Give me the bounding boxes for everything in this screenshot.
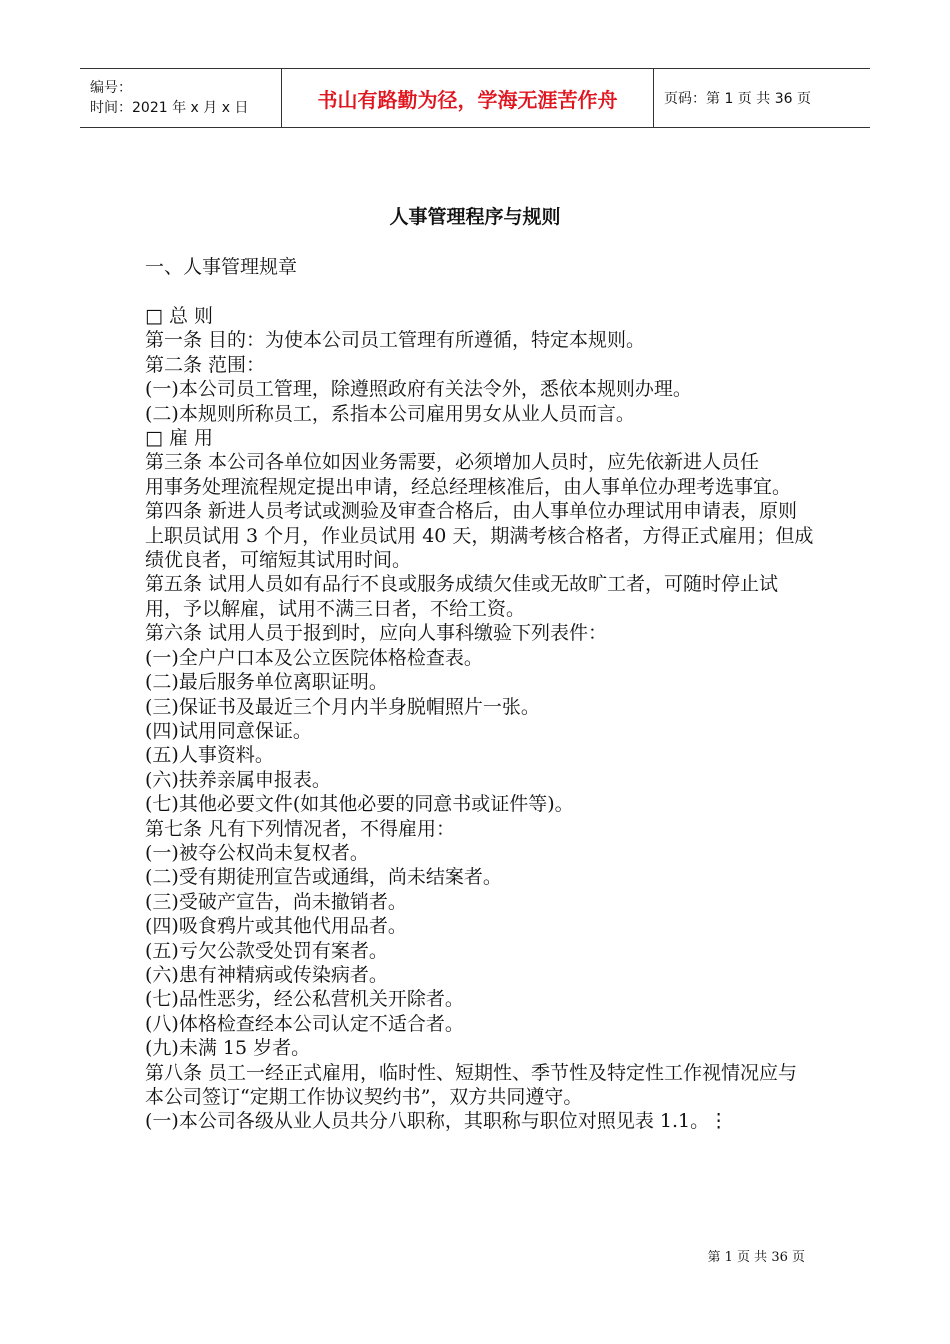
document-title: 人事管理程序与规则	[389, 206, 561, 228]
header-meta	[80, 69, 282, 127]
document-paragraph: (六)患有神精病或传染病者。	[145, 963, 388, 986]
document-paragraph: (一)本公司各级从业人员共分八职称，其职称与职位对照见表 1.1。⋮	[145, 1110, 729, 1133]
page-header	[80, 68, 870, 128]
document-paragraph: (七)其他必要文件(如其他必要的同意书或证件等)。	[145, 793, 574, 816]
document-paragraph: (五)人事资料。	[145, 744, 274, 767]
document-paragraph: (三)受破产宣告，尚未撤销者。	[145, 890, 407, 913]
document-paragraph: (一)本公司员工管理，除遵照政府有关法令外，悉依本规则办理。	[145, 378, 692, 401]
document-number-label: 编号：	[90, 80, 132, 96]
document-paragraph: (二)受有期徒刑宣告或通缉，尚未结案者。	[145, 866, 502, 889]
document-paragraph: 第六条 试用人员于报到时，应向人事科缴验下列表件：	[145, 622, 608, 645]
document-paragraph: 第四条 新进人员考试或测验及审查合格后，由人事单位办理试用申请表，原则上职员试用 3 个月，作业员试用 40 天，期满考核合格者，方得正式雇用；但成绩优良者，可缩短其试用时间。	[145, 500, 814, 572]
document-paragraph: (二)最后服务单位离职证明。	[145, 671, 388, 694]
document-body	[145, 304, 815, 1134]
document-paragraph: 第八条 员工一经正式雇用，临时性、短期性、季节性及特定性工作视情况应与本公司签订“定期工作协议契约书”，双方共同遵守。	[145, 1061, 798, 1108]
document-paragraph: 第七条 凡有下列情况者，不得雇用：	[145, 817, 456, 840]
document-date: 时间：2021 年 x 月 x 日	[90, 100, 249, 116]
document-paragraph: (二)本规则所称员工，系指本公司雇用男女从业人员而言。	[145, 402, 635, 425]
document-paragraph: (七)品性恶劣，经公私营机关开除者。	[145, 988, 464, 1011]
document-paragraph: □ 雇 用	[145, 427, 214, 450]
section-heading: 一、人事管理规章	[145, 256, 298, 278]
document-paragraph: 第三条 本公司各单位如因业务需要，必须增加人员时，应先依新进人员任	[145, 451, 760, 474]
document-paragraph: (六)扶养亲属申报表。	[145, 768, 331, 791]
document-paragraph: 第一条 目的：为使本公司员工管理有所遵循，特定本规则。	[145, 329, 646, 352]
document-paragraph: (五)亏欠公款受处罚有案者。	[145, 939, 388, 962]
document-paragraph: (九)未满 15 岁者。	[145, 1037, 311, 1060]
header-page-number: 页码：第 1 页 共 36 页	[664, 91, 811, 107]
document-paragraph: (一)全户户口本及公立医院体格检查表。	[145, 646, 483, 669]
footer-page-number: 第 1 页 共 36 页	[707, 1250, 805, 1265]
document-paragraph: 第二条 范围：	[145, 353, 266, 376]
document-paragraph: (八)体格检查经本公司认定不适合者。	[145, 1012, 464, 1035]
header-motto: 书山有路勤为径，学海无涯苦作舟	[282, 69, 654, 127]
document-paragraph: (四)吸食鸦片或其他代用品者。	[145, 915, 407, 938]
document-paragraph: (四)试用同意保证。	[145, 719, 312, 742]
document-paragraph: (三)保证书及最近三个月内半身脱帽照片一张。	[145, 695, 540, 718]
document-paragraph: 用事务处理流程规定提出申请，经总经理核准后，由人事单位办理考选事宜。	[145, 475, 792, 498]
document-paragraph: □ 总 则	[145, 305, 214, 327]
document-paragraph: (一)被夺公权尚未复权者。	[145, 841, 369, 864]
document-paragraph: 第五条 试用人员如有品行不良或服务成绩欠佳或无故旷工者，可随时停止试用，予以解雇，试用不满三日者，不给工资。	[145, 573, 779, 620]
